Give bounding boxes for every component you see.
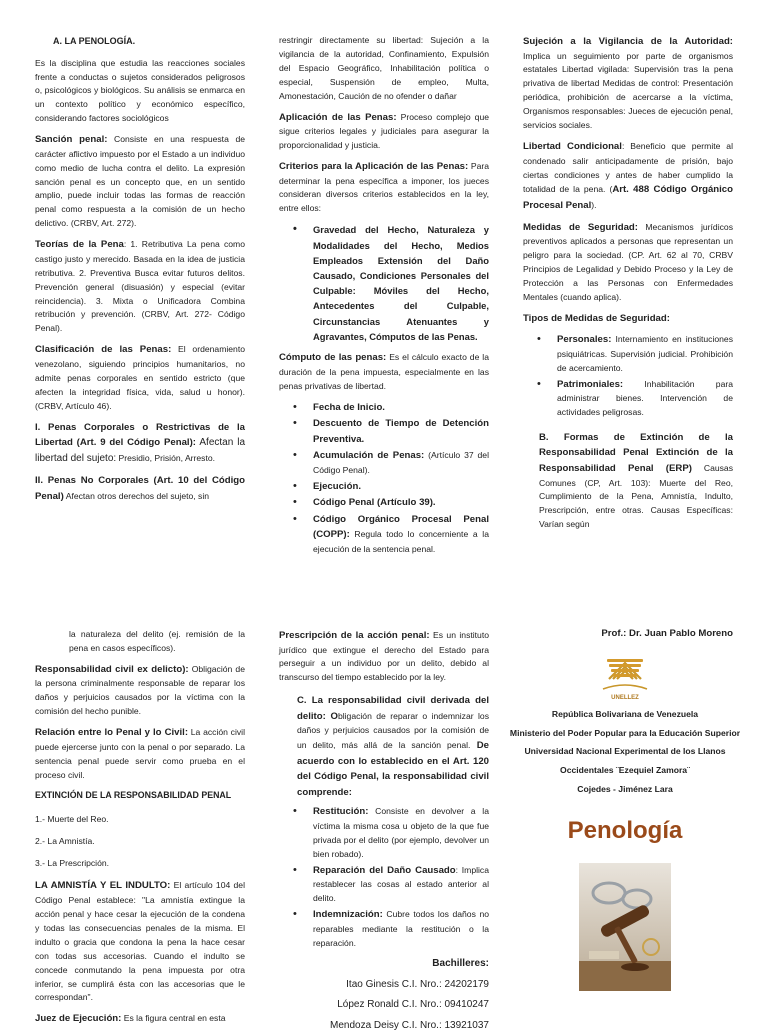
- teorias-text: : 1. Retributiva La pena como castigo justo y merecido. Basada en la idea de justicia retributiva. 2. Preventiva Busca evitar futuros delitos. Prevención general (disuasión) y especial (evitar reincidencia). 3. Mixta o Unificadora Combina retribución y prevención. (CRBV, Art. 272- Código Penal).: [35, 239, 245, 333]
- list-item-label: Ejecución.: [313, 481, 361, 492]
- penas-restrictivas-paragraph: [35, 420, 245, 468]
- relacion-paragraph: [35, 725, 245, 782]
- teorias-paragraph: [35, 237, 245, 336]
- teorias-label: Teorías de la Pena: [35, 239, 124, 250]
- list-item-label: Código Orgánico Procesal Penal (COPP):: [313, 514, 489, 541]
- computo-list: [279, 400, 489, 557]
- list-item: [279, 479, 489, 495]
- clasificacion-text: El ordenamiento venezolano, siguiendo principios humanitarios, no admite penas corporales en sentido estricto (que afecten la integridad física, vida, salud u honor). (CRBV, Artículo 46).: [35, 344, 245, 410]
- institution-line: Ministerio del Poder Popular para la Educación Superior: [500, 728, 750, 739]
- formas-extincion-label: B. Formas de Extinción de la Responsabilidad Penal Extinción de la Responsabilidad Penal (ERP): [539, 432, 733, 474]
- institution-line: Universidad Nacional Experimental de los Llanos: [500, 746, 750, 757]
- tipos-medidas-heading: Tipos de Medidas de Seguridad:: [523, 311, 733, 327]
- institution-line: República Bolivariana de Venezuela: [500, 709, 750, 720]
- list-item-text: Consiste en devolver a la víctima la misma cosa u objeto de la que fue privada por el delito (por ejemplo, devolver un bien robado).: [313, 806, 489, 858]
- extincion-item: 1.- Muerte del Reo.: [35, 813, 245, 827]
- medidas-label: Medidas de Seguridad:: [523, 222, 638, 233]
- aplicacion-label: Aplicación de las Penas:: [279, 112, 397, 123]
- prescripcion-text: Es un instituto jurídico que extingue el derecho del Estado para perseguir a un individuo por un delito, debido al transcurso del tiempo establecido por la ley.: [279, 630, 489, 682]
- responsabilidad-civil-paragraph: [35, 662, 245, 719]
- juez-ejecucion-label: Juez de Ejecución:: [35, 1013, 121, 1024]
- aplicacion-paragraph: [279, 110, 489, 153]
- computo-paragraph: [279, 350, 489, 393]
- list-item-label: Acumulación de Penas:: [313, 450, 424, 461]
- libertad-condicional-text: : Beneficio que permite al condenado salir anticipadamente de prisión, bajo ciertas condiciones y antes de haber cumplido la totalidad de la pena. (: [523, 141, 733, 194]
- penas-restrictivas-label: I. Penas Corporales o Restrictivas de la Libertad (Art. 9 del Código Penal):: [35, 422, 245, 449]
- responsabilidad-derivada-paragraph: [279, 693, 489, 800]
- penas-no-corporales-paragraph: [35, 473, 245, 504]
- section-heading-penologia: A. LA PENOLOGÍA.: [35, 34, 245, 49]
- list-item-text: Regula todo lo concerniente a la ejecución de la sentencia penal.: [313, 529, 489, 554]
- list-item: [279, 400, 489, 416]
- sancion-penal-text: Consiste en una respuesta de carácter aflictivo impuesto por el Estado a un individuo como medio de lucha contra el delito. La expresión sanción penal es un concepto que, en un sentido amplio, puede incluir todas las formas de reacción penal como respuesta a la comisión de un hecho delictivo. (CRBV, Art. 272).: [35, 134, 245, 228]
- list-item: [279, 907, 489, 950]
- penas-no-corporales-text: Afectan otros derechos del sujeto, sin: [64, 491, 209, 501]
- responsabilidad-civil-label: Responsabilidad civil ex delicto):: [35, 664, 189, 675]
- list-item: [279, 804, 489, 861]
- list-item-label: Patrimoniales:: [557, 379, 623, 390]
- extincion-item: 3.- La Prescripción.: [35, 857, 245, 871]
- column-prescripcion: [279, 628, 489, 956]
- penologia-intro: Es la disciplina que estudia las reacciones sociales frente a conductas o sujetos considerados peligrosos o, psicológicos y biológicos. Su análisis se enmarca en un contexto político y económico específico, considerando factores sociológicos: [35, 57, 245, 127]
- list-item-text: : Implica restablecer las cosas al estado anterior al delito.: [313, 865, 489, 903]
- list-item: [523, 332, 733, 375]
- list-item: [279, 863, 489, 906]
- prescripcion-paragraph: [279, 628, 489, 685]
- computo-text: Es el cálculo exacto de la duración de la pena impuesta, especialmente en las penas privativas de libertad.: [279, 352, 489, 390]
- list-item-label: Restitución:: [313, 806, 368, 817]
- penas-no-corporales-label: II. Penas No Corporales (Art. 10 del Código Penal): [35, 475, 245, 502]
- list-item: [279, 416, 489, 447]
- responsabilidad-derivada-text: bligación de reparar o indemnizar los daños y perjuicios causados por la comisión de un delito, más allá de la sanción penal.: [297, 711, 489, 750]
- list-item-text: Internamiento en instituciones psiquiátricas. Supervisión judicial. Prohibición de acercamiento.: [557, 334, 733, 372]
- list-item: [523, 377, 733, 420]
- formas-extincion-paragraph: [523, 430, 733, 532]
- criterios-list-item: • Gravedad del Hecho, Naturaleza y Modalidades del Hecho, Medios Empleados Extensión del Daño Causado, Condiciones Personales del Culpable: Móviles del Hecho, Antecedentes del Culpable, Circunstancias Atenuantes y Agravantes, Cómputos de las Penas.: [279, 222, 489, 344]
- unellez-logo-icon: [595, 649, 655, 705]
- sancion-penal-paragraph: [35, 132, 245, 231]
- list-item-label: Código Penal (Artículo 39).: [313, 497, 436, 508]
- list-item-label: Indemnización:: [313, 909, 383, 920]
- formas-continuation: la naturaleza del delito (ej. remisión de la pena en casos específicos).: [35, 628, 245, 656]
- sancion-penal-label: Sanción penal:: [35, 134, 107, 145]
- libertad-condicional-paragraph: [523, 139, 733, 213]
- criterios-list: [279, 222, 489, 344]
- column-responsabilidad-civil: [35, 628, 245, 1033]
- list-item-label: Descuento de Tiempo de Detención Preventiva.: [313, 418, 489, 445]
- libertad-condicional-label: Libertad Condicional: [523, 141, 622, 152]
- medidas-text: Mecanismos jurídicos preventivos aplicados a personas que representan un peligro para la sociedad. (CP. Art. 62 al 70, CRBV Principios de Legalidad y Debido Proceso y la Ley de Protección a las Personas con Enfermedades Mentales (cuando aplica).: [523, 222, 733, 302]
- student-name: Mendoza Deisy C.I. Nro.: 13921037: [279, 1016, 489, 1036]
- sujecion-paragraph: [523, 34, 733, 133]
- list-item-label: Reparación del Daño Causado: [313, 865, 456, 876]
- relacion-text: La acción civil puede ejercerse junto con la penal o por separado. La sentencia penal puede servir como prueba en el proceso civil.: [35, 727, 245, 779]
- juez-ejecucion-text: Es la figura central en esta: [121, 1013, 225, 1023]
- responsabilidad-derivada-label: C. La responsabilidad civil derivada del delito: O: [297, 695, 489, 722]
- formas-extincion-text: Causas Comunes (CP, Art. 103): Muerte del Reo, Cumplimiento de la Pena, Amnistía, Indulto, Prescripción, entre otras. Causas Específicas: Varían según: [539, 463, 733, 529]
- tipos-medidas-list: [523, 332, 733, 420]
- amnistia-label: LA AMNISTÍA Y EL INDULTO:: [35, 880, 170, 891]
- institution-line: Cojedes - Jiménez Lara: [500, 784, 750, 795]
- libertad-condicional-end: ).: [591, 200, 596, 210]
- criterios-text: Para determinar la pena específica a imponer, los jueces consideran diversos criterios establecidos en la ley, entre ellos:: [279, 161, 489, 213]
- institution-line: Occidentales ¨Ezequiel Zamora¨: [500, 765, 750, 776]
- column-penologia: [35, 34, 245, 511]
- aplicacion-text: Proceso complejo que sigue criterios legales y judiciales para asegurar la proporcionalidad y justicia.: [279, 112, 489, 150]
- bachilleres-title: Bachilleres:: [279, 954, 489, 975]
- sujecion-text: Implica un seguimiento por parte de organismos estatales Libertad vigilada: Supervisión tras la pena privativa de libertad Medidas de control: Presentación periódica, prohibición de acercarse a la víctima, Organismos responsables: Jueces de ejecución penal, servicios sociales.: [523, 51, 733, 131]
- prescripcion-label: Prescripción de la acción penal:: [279, 630, 430, 641]
- column-aplicacion-penas: [279, 34, 489, 563]
- no-corporales-continuation: restringir directamente su libertad: Sujeción a la vigilancia de la autoridad, Confinamiento, Expulsión del Espacio Geográfico, Inhabilitación política o especial, Suspensión de empleo, Multa, Amonestación, Caución de no ofender o dañar: [279, 34, 489, 104]
- logo-text: UNELLEZ: [611, 695, 639, 701]
- clasificacion-paragraph: [35, 342, 245, 413]
- list-item-text: Cubre todos los daños no reparables mediante la restitución o la reparación.: [313, 909, 489, 947]
- brochure-title: Penología: [500, 817, 750, 845]
- column-medidas-seguridad: [523, 34, 733, 538]
- student-name: Itao Ginesis C.I. Nro.: 24202179: [279, 975, 489, 996]
- list-item: [279, 512, 489, 557]
- bachilleres-block: [279, 954, 489, 1036]
- cover-panel: [500, 628, 750, 991]
- medidas-paragraph: [523, 220, 733, 305]
- penas-restrictivas-text: Presidio, Prisión, Arresto.: [116, 453, 215, 463]
- professor-name: Prof.: Dr. Juan Pablo Moreno: [500, 628, 750, 639]
- criterios-paragraph: [279, 159, 489, 216]
- list-item-text: (Artículo 37 del Código Penal).: [313, 450, 489, 475]
- list-item-label: Fecha de Inicio.: [313, 402, 385, 413]
- list-item: [279, 448, 489, 477]
- list-item: [279, 495, 489, 511]
- sujecion-label: Sujeción a la Vigilancia de la Autoridad:: [523, 36, 733, 47]
- relacion-label: Relación entre lo Penal y lo Civil:: [35, 727, 188, 738]
- computo-label: Cómputo de las penas:: [279, 352, 386, 363]
- extincion-heading: EXTINCIÓN DE LA RESPONSABILIDAD PENAL: [35, 788, 245, 802]
- clasificacion-label: Clasificación de las Penas:: [35, 344, 171, 355]
- criterios-label: Criterios para la Aplicación de las Penas:: [279, 161, 468, 172]
- extincion-item: 2.- La Amnistía.: [35, 835, 245, 849]
- gavel-handcuffs-scales-photo-icon: [579, 863, 671, 991]
- penas-restrictivas-lead: Afectan la libertad del sujeto:: [35, 437, 245, 464]
- libertad-condicional-article: Art. 488 Código Orgánico Procesal Penal: [523, 184, 733, 211]
- list-item-text: Inhabilitación para administrar bienes. Intervención de actividades peligrosas.: [557, 379, 733, 417]
- student-name: López Ronald C.I. Nro.: 09410247: [279, 995, 489, 1016]
- juez-ejecucion-paragraph: [35, 1011, 245, 1027]
- amnistia-paragraph: [35, 878, 245, 1005]
- responsabilidad-derivada-article: De acuerdo con lo establecido en el Art. 120 del Código Penal, la responsabilidad civil comprende:: [297, 740, 489, 798]
- responsabilidad-list: [279, 804, 489, 950]
- list-item-label: Personales:: [557, 334, 611, 345]
- responsabilidad-civil-text: Obligación de la persona criminalmente responsable de reparar los daños y perjuicios causados por la víctima con la comisión del hecho punible.: [35, 664, 245, 716]
- amnistia-text: El artículo 104 del Código Penal establece: "La amnistía extingue la acción penal y hace cesar la ejecución de la condena y todas las consecuencias penales de la misma. El indulto o gracia que condona la pena la hace cesar con todas sus accesorias. Cuando el indulto se concede conmutando la pena impuesta por otra inferior, se cumplirá ésta con las accesorias que le correspondan".: [35, 880, 245, 1002]
